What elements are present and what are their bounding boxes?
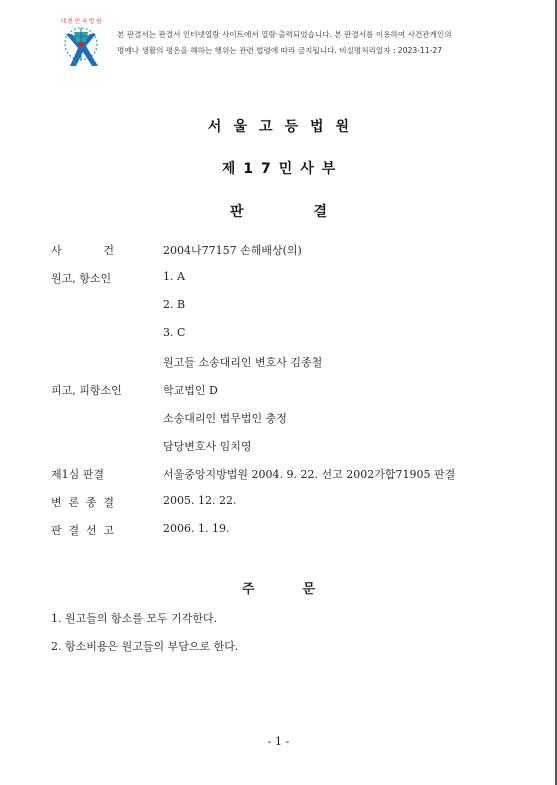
redistribution-notice (117, 27, 547, 59)
doctype-right: 결 (313, 204, 328, 220)
closing-date: 2005. 12. 22. (163, 494, 237, 507)
order-item-1: 1. 원고들의 항소를 모두 기각한다. (51, 612, 218, 625)
svg-text:대 한 민 국 법 원: 대 한 민 국 법 원 (60, 19, 102, 25)
defendant-counsel: 소송대리인 법무법인 충정 (163, 412, 287, 425)
defendant-attorney: 담당변호사 임치영 (163, 440, 252, 453)
doctype-left: 판 (229, 204, 244, 220)
first-instance-value: 서울중앙지방법원 2004. 9. 22. 선고 2002가합71905 판결 (163, 468, 456, 481)
plaintiff-counsel: 원고들 소송대리인 변호사 김종철 (163, 356, 323, 369)
case-number: 2004나77157 손해배상(의) (163, 244, 302, 257)
defendant-label: 피고, 피항소인 (51, 384, 122, 397)
judgment-date: 2006. 1. 19. (163, 522, 230, 535)
page-number: - 1 - (267, 735, 290, 748)
first-instance-label: 제1심 판결 (51, 468, 104, 481)
order-heading-left: 주 (241, 582, 255, 597)
plaintiff-2: 2. B (163, 298, 186, 311)
closing-label: 변 론 종 결 (51, 496, 114, 509)
notice-line-2: 명예나 생활의 평온을 해하는 행위는 관련 법령에 따라 금지됩니다. 비실명처리일자 : 2023-11-27 (117, 46, 443, 55)
order-heading-right: 문 (302, 582, 316, 597)
plaintiff-1: 1. A (163, 270, 185, 283)
document-type (0, 201, 557, 221)
order-item-2: 2. 항소비용은 원고들의 부담으로 한다. (51, 640, 239, 653)
court-emblem-icon (52, 14, 110, 70)
court-name: 서울고등법원 (207, 119, 362, 135)
plaintiff-label: 원고, 항소인 (51, 272, 112, 285)
defendant-name: 학교법인 D (163, 384, 218, 397)
plaintiff-3: 3. C (163, 326, 186, 339)
judgment-label: 판 결 선 고 (51, 524, 114, 537)
case-label: 사 건 (51, 244, 114, 257)
division-name: 제17민사부 (221, 161, 344, 177)
notice-line-1: 본 판결서는 판결서 인터넷열람 사이트에서 열람·출력되었습니다. 본 판결서를 이용하여 사건관계인의 (117, 30, 452, 39)
order-heading (0, 578, 557, 597)
